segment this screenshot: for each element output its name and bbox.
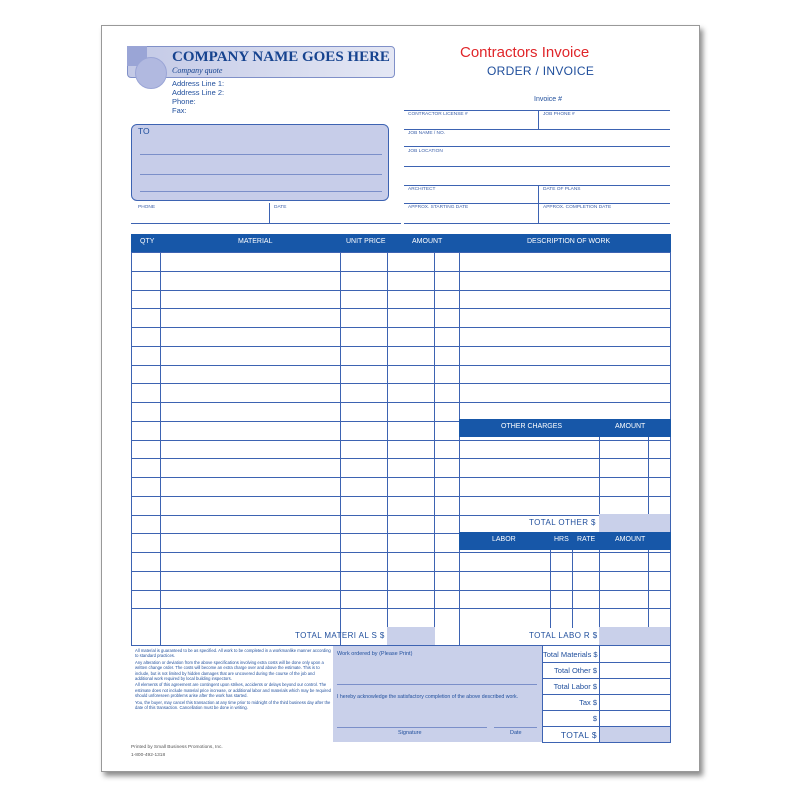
labor-divider xyxy=(550,550,551,628)
table-row-line xyxy=(131,552,671,553)
grid-line xyxy=(404,203,670,204)
architect-label: ARCHITECT xyxy=(408,187,436,192)
grid-line xyxy=(404,166,670,167)
job-phone-label: JOB PHONE # xyxy=(543,112,575,117)
summary-tax: Tax $ xyxy=(579,698,597,707)
date-of-plans-label: DATE OF PLANS xyxy=(543,187,581,192)
grid-line xyxy=(404,129,670,130)
address-line-1: Address Line 1: xyxy=(172,79,225,88)
table-row-line xyxy=(131,571,671,572)
job-location-label: JOB LOCATION xyxy=(408,149,443,154)
table-row-line xyxy=(131,402,671,403)
summary-line xyxy=(542,742,671,743)
company-phone: Phone: xyxy=(172,97,196,106)
table-row-line xyxy=(131,308,671,309)
description-header: DESCRIPTION OF WORK xyxy=(527,238,611,245)
summary-line xyxy=(542,710,671,711)
main-header-bar xyxy=(131,234,671,252)
date-field-label: DATE xyxy=(274,205,287,210)
to-label: TO xyxy=(138,126,150,136)
labor-header-bar xyxy=(459,532,671,550)
table-row-line xyxy=(131,327,671,328)
table-row-line xyxy=(131,477,671,478)
address-line-2: Address Line 2: xyxy=(172,88,225,97)
invoice-form xyxy=(101,25,700,772)
company-fax: Fax: xyxy=(172,106,187,115)
qty-header: QTY xyxy=(140,238,155,245)
table-row-line xyxy=(131,383,671,384)
term-item: All material is guaranteed to be as specified. All work to be completed in a workmanlike manner according to standard practices. xyxy=(135,648,331,659)
term-item: Any alteration or deviation from the above specifications involving extra costs will be done only upon a written change order. The costs will become an extra charge over and above the estimate. This is to include, but is not limited by hidden damages that are uncovered during the course of the job and additional work required by local building inspectors. xyxy=(135,659,324,682)
signature-line xyxy=(337,727,487,728)
date-label: Date xyxy=(510,730,522,736)
labor-divider xyxy=(648,550,649,628)
grid-line xyxy=(404,185,670,186)
phone-field-label: PHONE xyxy=(138,205,156,210)
table-row-line xyxy=(131,346,671,347)
labor-divider xyxy=(599,550,600,628)
to-line xyxy=(140,191,382,192)
summary-line xyxy=(542,694,671,695)
grand-total-cell[interactable] xyxy=(600,727,670,742)
field-underline xyxy=(131,223,401,224)
terms-text xyxy=(135,648,333,711)
other-amount-header: AMOUNT xyxy=(615,423,646,430)
summary-total-labor: Total Labor $ xyxy=(553,682,597,691)
table-row-line xyxy=(131,458,671,459)
term-item: All elements of this agreement are contingent upon strikes, accidents or delays beyond our control. The estimate does not include material price increase, or additional labor and materials which may be required should unforeseen problems arise after the work has started. xyxy=(135,682,331,699)
table-row-line xyxy=(131,515,671,516)
summary-blank: $ xyxy=(592,714,597,723)
labor-header: LABOR xyxy=(492,536,516,543)
total-labor-label: TOTAL LABO R $ xyxy=(529,631,598,640)
other-charges-header: OTHER CHARGES xyxy=(501,423,563,430)
table-row-line xyxy=(131,252,671,253)
total-labor-cell[interactable] xyxy=(599,627,670,645)
signature-label: Signature xyxy=(398,730,422,736)
job-name-label: JOB NAME / NO. xyxy=(408,131,446,136)
printer-phone: 1-800-492-1318 xyxy=(131,753,166,758)
total-materials-cell[interactable] xyxy=(387,627,435,645)
table-row-line xyxy=(131,496,671,497)
rate-header: RATE xyxy=(577,536,596,543)
printed-by: Printed by Small Business Promotions, Inc. xyxy=(131,745,223,750)
to-line xyxy=(140,154,382,155)
table-row-line xyxy=(131,365,671,366)
grid-line xyxy=(404,146,670,147)
company-name: COMPANY NAME GOES HERE xyxy=(172,49,390,65)
work-ordered-label: Work ordered by (Please Print) xyxy=(337,651,413,657)
summary-total-materials: Total Materials $ xyxy=(543,650,598,659)
table-row-line xyxy=(131,590,671,591)
field-divider xyxy=(269,203,270,223)
labor-divider xyxy=(572,550,573,628)
other-charges-header-bar xyxy=(459,419,671,437)
term-item: You, the buyer, may cancel this transaction at any time prior to midnight of the third business day after the date of this transaction. Cancellation must be done in writing. xyxy=(135,699,331,711)
summary-grand-total: TOTAL $ xyxy=(560,730,597,740)
to-address-box[interactable] xyxy=(131,124,389,201)
summary-line xyxy=(542,678,671,679)
amount-header: AMOUNT xyxy=(412,238,443,245)
acknowledge-text: I hereby acknowledge the satisfactory completion of the above described work. xyxy=(337,694,519,700)
grid-line xyxy=(404,110,670,111)
total-other-label: TOTAL OTHER $ xyxy=(529,518,596,527)
grid-line xyxy=(404,223,670,224)
unit-price-header: UNIT PRICE xyxy=(346,238,386,245)
contractor-license-label: CONTRACTOR LICENSE # xyxy=(408,112,468,117)
summary-total-other: Total Other $ xyxy=(554,666,597,675)
work-ordered-line xyxy=(337,684,537,685)
table-row-line xyxy=(131,440,671,441)
total-other-cell[interactable] xyxy=(599,514,670,532)
hrs-header: HRS xyxy=(554,536,569,543)
total-materials-label: TOTAL MATERI AL S $ xyxy=(295,631,385,640)
table-row-line xyxy=(131,271,671,272)
summary-line xyxy=(542,662,671,663)
date-line xyxy=(494,727,537,728)
logo-circle xyxy=(135,57,167,89)
invoice-number-label: Invoice # xyxy=(534,96,563,103)
start-date-label: APPROX. STARTING DATE xyxy=(408,205,469,210)
completion-date-label: APPROX. COMPLETION DATE xyxy=(543,205,612,210)
table-row-line xyxy=(131,290,671,291)
to-line xyxy=(140,174,382,175)
material-header: MATERIAL xyxy=(238,238,273,245)
invoice-subtitle: ORDER / INVOICE xyxy=(487,64,595,78)
labor-amount-header: AMOUNT xyxy=(615,536,646,543)
invoice-title: Contractors Invoice xyxy=(460,44,590,61)
grid-divider xyxy=(538,110,539,129)
grid-divider xyxy=(538,185,539,223)
company-tagline: Company quote xyxy=(172,66,223,75)
table-row-line xyxy=(131,608,671,609)
